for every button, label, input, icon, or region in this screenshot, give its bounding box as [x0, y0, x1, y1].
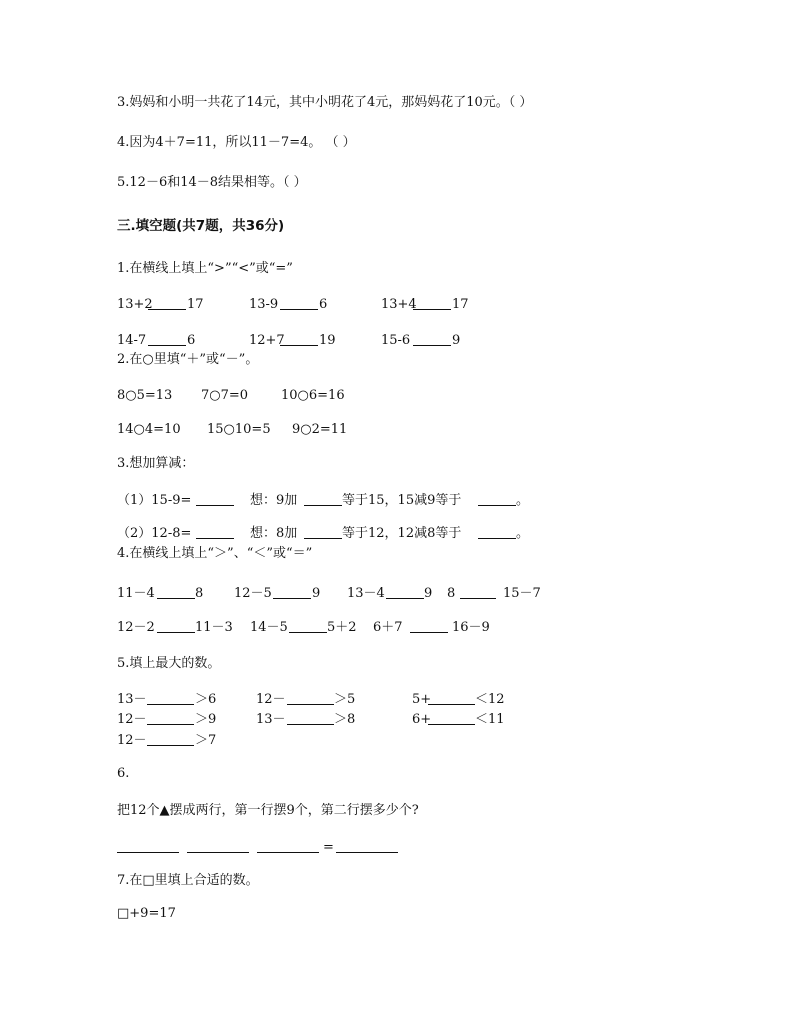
q5-compare: ＞7 [195, 733, 217, 748]
q4-value: 8 [195, 586, 204, 601]
q1-expr: 13-9 [249, 297, 279, 312]
q7-equation: □+9=17 [117, 906, 176, 921]
q6-text: 把12个▲摆成两行，第一行摆9个，第二行摆多少个? [117, 803, 419, 818]
q5-compare: ＞9 [195, 712, 217, 727]
q5-compare: ＞5 [334, 692, 356, 707]
q3-end: 。 [516, 493, 530, 508]
answer-blank[interactable] [478, 493, 516, 506]
q5-compare: ＜11 [475, 712, 505, 727]
answer-blank[interactable] [147, 733, 194, 746]
q2-equation: 9○2=11 [292, 422, 348, 437]
q5-expr: 6+ [412, 712, 432, 727]
q4-expr: 11－3 [195, 620, 233, 635]
q5-compare: ＞6 [195, 692, 217, 707]
q4-expr: 13－4 [347, 586, 385, 601]
q1-expr: 14-7 [117, 333, 147, 348]
answer-blank[interactable] [157, 586, 195, 599]
q2-title: 2.在○里填“＋”或“－”。 [117, 352, 259, 367]
answer-blank[interactable] [257, 840, 319, 853]
q4-expr: 11－4 [117, 586, 155, 601]
q4-value: 8 [447, 586, 456, 601]
q4-expr: 6＋7 [373, 620, 403, 635]
q3-hint: 想：9加 [250, 493, 298, 508]
answer-blank[interactable] [196, 493, 234, 506]
q3-expr: （1）15-9= [117, 493, 192, 508]
q1-value: 9 [452, 333, 461, 348]
q3-title: 3.想加算减： [117, 456, 195, 471]
q5-expr: 12－ [117, 712, 147, 727]
q5-compare: ＞8 [334, 712, 356, 727]
q3-end: 。 [516, 526, 530, 541]
q1-expr: 15-6 [381, 333, 411, 348]
q4-expr: 14－5 [250, 620, 288, 635]
answer-blank[interactable] [287, 712, 334, 725]
equals-sign: = [323, 840, 334, 855]
q5-expr: 12－ [117, 733, 147, 748]
q5-expr: 13－ [256, 712, 286, 727]
answer-blank[interactable] [304, 493, 342, 506]
judge-question-4: 4.因为4＋7=11，所以11－7=4。 （ ） [117, 135, 356, 150]
q1-value: 19 [319, 333, 336, 348]
q1-expr: 12+7 [249, 333, 285, 348]
answer-blank[interactable] [289, 620, 327, 633]
answer-blank[interactable] [187, 840, 249, 853]
q5-compare: ＜12 [475, 692, 505, 707]
q2-equation: 15○10=5 [207, 422, 271, 437]
answer-blank[interactable] [148, 297, 186, 310]
q5-title: 5.填上最大的数。 [117, 656, 221, 671]
q5-expr: 12－ [256, 692, 286, 707]
answer-blank[interactable] [287, 692, 334, 705]
answer-blank[interactable] [413, 333, 451, 346]
answer-blank[interactable] [147, 692, 194, 705]
answer-blank[interactable] [478, 526, 516, 539]
answer-blank[interactable] [413, 297, 451, 310]
q1-value: 6 [319, 297, 328, 312]
answer-blank[interactable] [157, 620, 195, 633]
q7-title: 7.在□里填上合适的数。 [117, 873, 259, 888]
q4-expr: 5＋2 [327, 620, 357, 635]
q4-expr: 15－7 [503, 586, 541, 601]
answer-blank[interactable] [336, 840, 398, 853]
q1-expr: 13+2 [117, 297, 153, 312]
answer-blank[interactable] [273, 586, 311, 599]
answer-blank[interactable] [386, 586, 424, 599]
q4-value: 9 [424, 586, 433, 601]
q4-value: 9 [312, 586, 321, 601]
answer-blank[interactable] [428, 692, 475, 705]
q5-expr: 13－ [117, 692, 147, 707]
q6-number: 6. [117, 766, 130, 781]
q1-value: 6 [187, 333, 196, 348]
answer-blank[interactable] [147, 712, 194, 725]
answer-blank[interactable] [196, 526, 234, 539]
q1-title: 1.在横线上填上“>”“<”或“=” [117, 261, 293, 276]
q4-expr: 12－5 [234, 586, 272, 601]
answer-blank[interactable] [280, 333, 318, 346]
q4-expr: 16－9 [452, 620, 490, 635]
q3-hint: 等于15，15减9等于 [342, 493, 462, 508]
answer-blank[interactable] [428, 712, 475, 725]
q3-hint: 想：8加 [250, 526, 298, 541]
q2-equation: 10○6=16 [281, 388, 345, 403]
q3-expr: （2）12-8= [117, 526, 192, 541]
answer-blank[interactable] [148, 333, 186, 346]
q1-value: 17 [452, 297, 469, 312]
answer-blank[interactable] [280, 297, 318, 310]
answer-blank[interactable] [410, 620, 448, 633]
answer-blank[interactable] [304, 526, 342, 539]
q2-equation: 14○4=10 [117, 422, 181, 437]
q5-expr: 5+ [412, 692, 432, 707]
q1-value: 17 [187, 297, 204, 312]
q1-expr: 13+4 [381, 297, 417, 312]
judge-question-5: 5.12－6和14－8结果相等。（ ） [117, 175, 307, 190]
q2-equation: 7○7=0 [201, 388, 249, 403]
answer-blank[interactable] [460, 586, 496, 599]
q4-title: 4.在横线上填上“＞”、“＜”或“＝” [117, 546, 313, 561]
judge-question-3: 3.妈妈和小明一共花了14元，其中小明花了4元，那妈妈花了10元。（ ） [117, 95, 533, 110]
answer-blank[interactable] [117, 840, 179, 853]
q3-hint: 等于12，12减8等于 [342, 526, 462, 541]
section-title: 三.填空题(共7题，共36分) [117, 218, 285, 234]
q4-expr: 12－2 [117, 620, 155, 635]
q2-equation: 8○5=13 [117, 388, 173, 403]
